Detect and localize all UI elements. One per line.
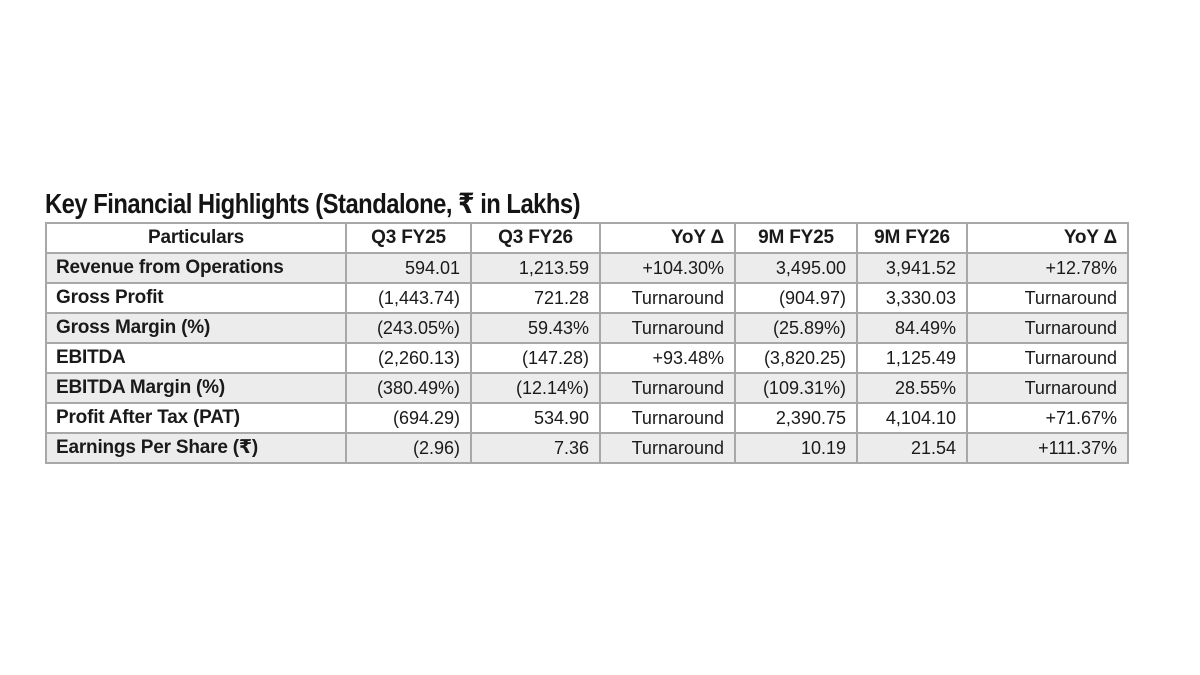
cell-revenue-from-operations-9m-fy25-3: 3,495.00: [735, 253, 857, 283]
cell-gross-margin-yoy-2: Turnaround: [600, 313, 735, 343]
cell-gross-profit-9m-fy25-3: (904.97): [735, 283, 857, 313]
row-label-gross-profit: Gross Profit: [46, 283, 346, 313]
column-header-q3-fy25-1: Q3 FY25: [346, 223, 471, 253]
table-title: Key Financial Highlights (Standalone, ₹ in Lakhs): [45, 188, 581, 219]
cell-gross-margin-9m-fy26-4: 84.49%: [857, 313, 967, 343]
cell-ebitda-9m-fy26-4: 1,125.49: [857, 343, 967, 373]
cell-revenue-from-operations-9m-fy26-4: 3,941.52: [857, 253, 967, 283]
header-row: [46, 223, 1128, 253]
cell-earnings-per-share-q3-fy26-1: 7.36: [471, 433, 600, 463]
financial-highlights-section: [45, 189, 1129, 464]
cell-gross-profit-yoy-2: Turnaround: [600, 283, 735, 313]
table-row-ebitda: [46, 343, 1128, 373]
cell-gross-margin-q3-fy25-0: (243.05%): [346, 313, 471, 343]
cell-ebitda-margin-q3-fy25-0: (380.49%): [346, 373, 471, 403]
cell-revenue-from-operations-q3-fy26-1: 1,213.59: [471, 253, 600, 283]
cell-gross-margin-q3-fy26-1: 59.43%: [471, 313, 600, 343]
cell-profit-after-tax-pat-yoy-2: Turnaround: [600, 403, 735, 433]
cell-ebitda-margin-9m-fy25-3: (109.31%): [735, 373, 857, 403]
table-row-profit-after-tax-pat: [46, 403, 1128, 433]
cell-ebitda-margin-q3-fy26-1: (12.14%): [471, 373, 600, 403]
cell-profit-after-tax-pat-9m-fy26-4: 4,104.10: [857, 403, 967, 433]
column-header-9m-fy25-4: 9M FY25: [735, 223, 857, 253]
row-label-ebitda-margin: EBITDA Margin (%): [46, 373, 346, 403]
column-header-yoy-6: YoY Δ: [967, 223, 1128, 253]
cell-ebitda-margin-yoy-2: Turnaround: [600, 373, 735, 403]
row-label-profit-after-tax-pat: Profit After Tax (PAT): [46, 403, 346, 433]
cell-ebitda-q3-fy26-1: (147.28): [471, 343, 600, 373]
cell-profit-after-tax-pat-q3-fy26-1: 534.90: [471, 403, 600, 433]
cell-ebitda-margin-yoy-5: Turnaround: [967, 373, 1128, 403]
financial-highlights-table: [45, 222, 1129, 464]
cell-ebitda-yoy-5: Turnaround: [967, 343, 1128, 373]
cell-gross-margin-yoy-5: Turnaround: [967, 313, 1128, 343]
cell-revenue-from-operations-yoy-2: +104.30%: [600, 253, 735, 283]
cell-ebitda-yoy-2: +93.48%: [600, 343, 735, 373]
cell-earnings-per-share-9m-fy25-3: 10.19: [735, 433, 857, 463]
row-label-earnings-per-share: Earnings Per Share (₹): [46, 433, 346, 463]
table-body: [46, 253, 1128, 463]
cell-earnings-per-share-yoy-5: +111.37%: [967, 433, 1128, 463]
column-header-yoy-3: YoY Δ: [600, 223, 735, 253]
cell-earnings-per-share-9m-fy26-4: 21.54: [857, 433, 967, 463]
table-row-gross-profit: [46, 283, 1128, 313]
table-header: [46, 223, 1128, 253]
cell-profit-after-tax-pat-q3-fy25-0: (694.29): [346, 403, 471, 433]
table-row-ebitda-margin: [46, 373, 1128, 403]
column-header-9m-fy26-5: 9M FY26: [857, 223, 967, 253]
cell-profit-after-tax-pat-yoy-5: +71.67%: [967, 403, 1128, 433]
cell-earnings-per-share-yoy-2: Turnaround: [600, 433, 735, 463]
table-row-gross-margin: [46, 313, 1128, 343]
cell-revenue-from-operations-yoy-5: +12.78%: [967, 253, 1128, 283]
cell-profit-after-tax-pat-9m-fy25-3: 2,390.75: [735, 403, 857, 433]
column-header-q3-fy26-2: Q3 FY26: [471, 223, 600, 253]
cell-gross-profit-9m-fy26-4: 3,330.03: [857, 283, 967, 313]
row-label-ebitda: EBITDA: [46, 343, 346, 373]
cell-gross-profit-q3-fy26-1: 721.28: [471, 283, 600, 313]
cell-ebitda-q3-fy25-0: (2,260.13): [346, 343, 471, 373]
cell-gross-margin-9m-fy25-3: (25.89%): [735, 313, 857, 343]
cell-earnings-per-share-q3-fy25-0: (2.96): [346, 433, 471, 463]
table-row-earnings-per-share: [46, 433, 1128, 463]
cell-gross-profit-yoy-5: Turnaround: [967, 283, 1128, 313]
table-row-revenue-from-operations: [46, 253, 1128, 283]
column-header-particulars-0: Particulars: [46, 223, 346, 253]
cell-ebitda-margin-9m-fy26-4: 28.55%: [857, 373, 967, 403]
cell-ebitda-9m-fy25-3: (3,820.25): [735, 343, 857, 373]
cell-revenue-from-operations-q3-fy25-0: 594.01: [346, 253, 471, 283]
cell-gross-profit-q3-fy25-0: (1,443.74): [346, 283, 471, 313]
row-label-revenue-from-operations: Revenue from Operations: [46, 253, 346, 283]
row-label-gross-margin: Gross Margin (%): [46, 313, 346, 343]
